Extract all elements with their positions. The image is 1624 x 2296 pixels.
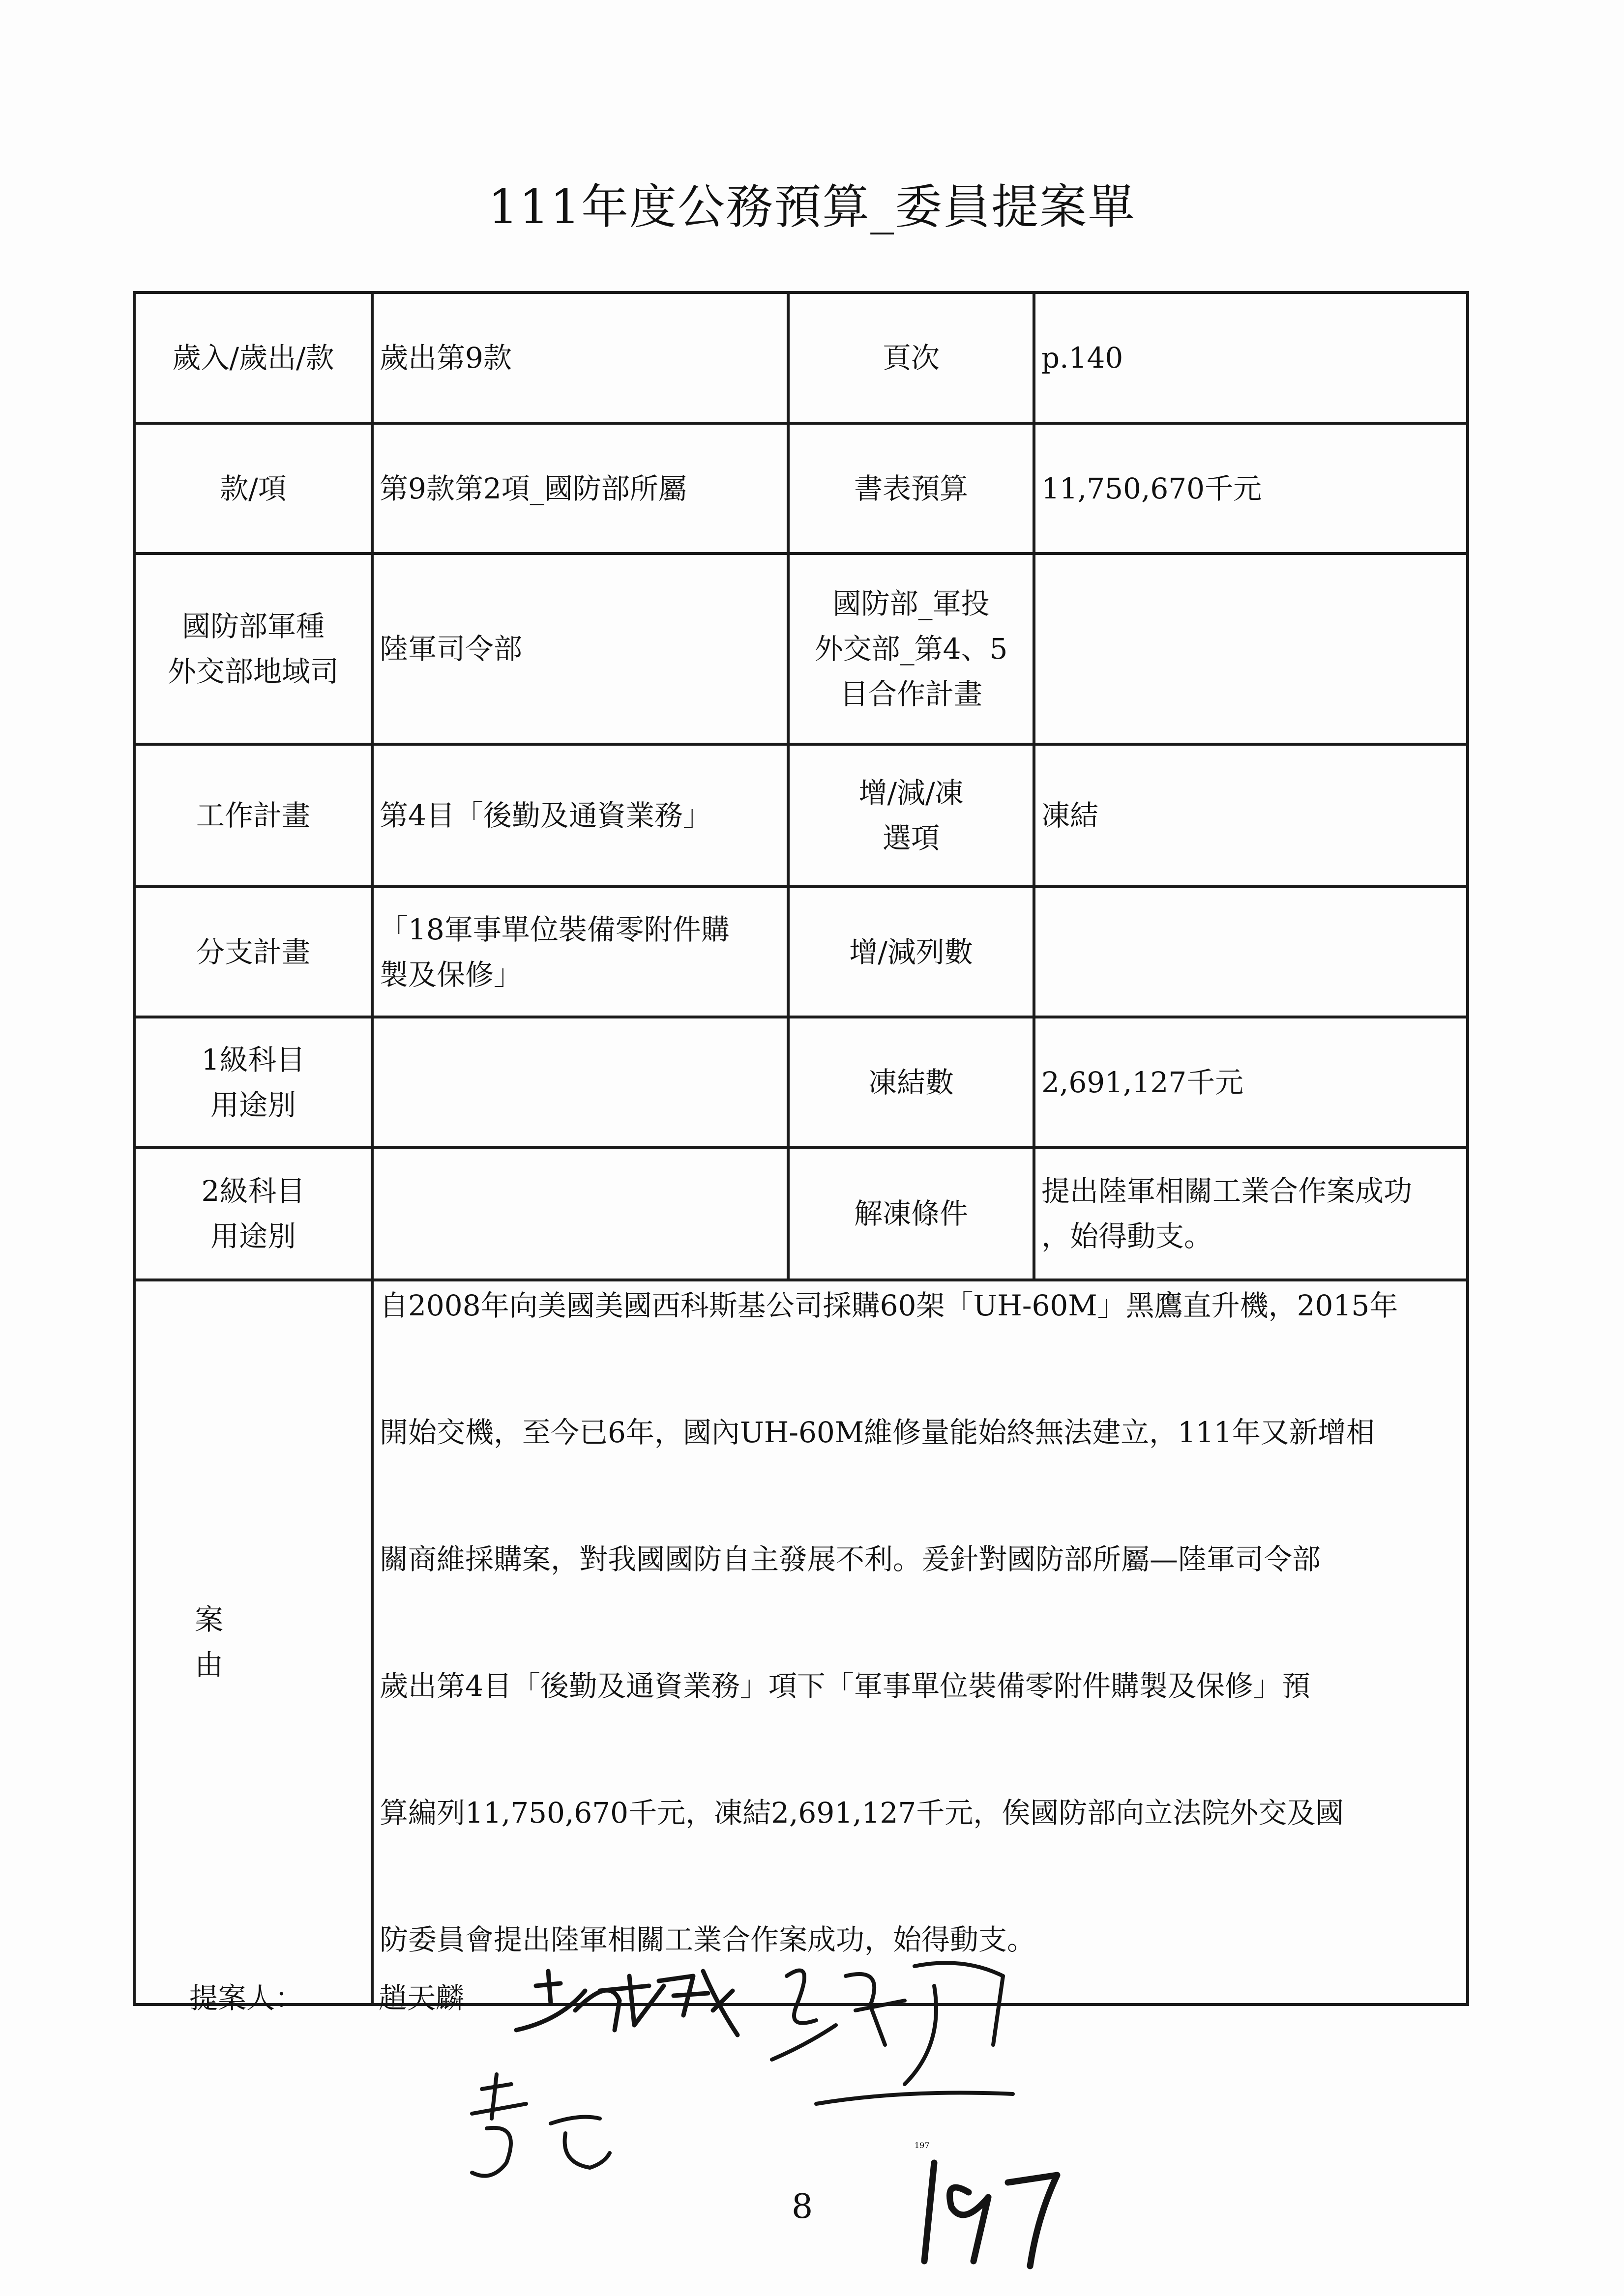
- label-line: 1級科目: [201, 1043, 305, 1076]
- value-line: 提出陸軍相關工業合作案成功: [1041, 1174, 1413, 1208]
- value-line: 「18軍事單位裝備零附件購: [380, 912, 730, 946]
- reason-line: 歲出第4目「後勤及通資業務」項下「軍事單位裝備零附件購製及保修」預: [380, 1669, 1310, 1703]
- reason-line: 防委員會提出陸軍相關工業合作案成功，始得動支。: [380, 1923, 1036, 1956]
- table-row: [134, 887, 1468, 1017]
- label-line: 增/減/凍: [858, 776, 964, 810]
- label-line: 用途別: [210, 1088, 296, 1122]
- row-value: 陸軍司令部: [372, 553, 788, 744]
- table-row: [134, 292, 1468, 423]
- row-value: 歲出第9款: [372, 292, 788, 423]
- document-title: 111年度公務預算_委員提案單: [488, 179, 1136, 234]
- row-value-2: 2,691,127千元: [1034, 1017, 1468, 1147]
- table-row: [134, 423, 1468, 553]
- signature-3: [757, 1947, 1033, 2133]
- reason-label: 案由: [134, 1280, 372, 2005]
- row-label-2: [788, 553, 1034, 744]
- table-row: [134, 744, 1468, 887]
- row-label-2: 書表預算: [788, 423, 1034, 553]
- row-label: [134, 1017, 372, 1147]
- row-value-2: [1034, 887, 1468, 1017]
- reason-line: 關商維採購案，對我國國防自主發展不利。爰針對國防部所屬—陸軍司令部: [380, 1542, 1321, 1576]
- page-number: 8: [792, 2187, 813, 2226]
- row-value: 第9款第2項_國防部所屬: [372, 423, 788, 553]
- row-value-2: [1034, 1147, 1468, 1280]
- reason-line: 自2008年向美國美國西科斯基公司採購60架「UH-60M」黑鷹直升機，2015年: [380, 1289, 1398, 1322]
- reason-line: 開始交機，至今已6年，國內UH-60M維修量能始終無法建立，111年又新增相: [380, 1416, 1375, 1449]
- svg-text:197: 197: [915, 2141, 930, 2150]
- row-label: [134, 553, 372, 744]
- row-label: 分支計畫: [134, 887, 372, 1017]
- table-row: [134, 1017, 1468, 1147]
- row-value-2: 凍結: [1034, 744, 1468, 887]
- row-label-2: [788, 744, 1034, 887]
- value-line: 製及保修」: [380, 958, 523, 991]
- label-line: 外交部_第4、5: [814, 632, 1008, 666]
- label-line: 國防部軍種: [181, 610, 325, 643]
- reason-row: [134, 1280, 1468, 2005]
- signature-1: [502, 1956, 757, 2069]
- row-value-2: p.140: [1034, 292, 1468, 423]
- label-line: 用途別: [210, 1220, 296, 1253]
- row-value-2: 11,750,670千元: [1034, 423, 1468, 553]
- row-value: [372, 1017, 788, 1147]
- row-label-2: 解凍條件: [788, 1147, 1034, 1280]
- value-line: ，始得動支。: [1041, 1220, 1213, 1253]
- proposer-label: 提案人：: [189, 1981, 304, 2015]
- row-label-2: 凍結數: [788, 1017, 1034, 1147]
- row-value: 第4目「後勤及通資業務」: [372, 744, 788, 887]
- reason-text: [372, 1280, 1468, 2005]
- row-value: [372, 887, 788, 1017]
- row-label: 款/項: [134, 423, 372, 553]
- row-label-2: 頁次: [788, 292, 1034, 423]
- signature-2: [452, 2064, 629, 2192]
- label-line: 2級科目: [201, 1174, 305, 1208]
- row-label: 歲入/歲出/款: [134, 292, 372, 423]
- row-label: [134, 1147, 372, 1280]
- label-line: 目合作計畫: [839, 677, 982, 711]
- reason-line: 算編列11,750,670千元，凍結2,691,127千元，俟國防部向立法院外交及國: [380, 1796, 1344, 1830]
- handwritten-number: [915, 2141, 1077, 2276]
- proposal-form-table: [133, 291, 1469, 2006]
- table-row: [134, 1147, 1468, 1280]
- table-row: [134, 553, 1468, 744]
- row-label-2: 增/減列數: [788, 887, 1034, 1017]
- label-line: 國防部_軍投: [832, 587, 990, 620]
- label-line: 外交部地域司: [167, 655, 339, 688]
- row-label: 工作計畫: [134, 744, 372, 887]
- proposer-name: 趙天麟: [379, 1981, 465, 2015]
- row-value: [372, 1147, 788, 1280]
- row-value-2: [1034, 553, 1468, 744]
- label-line: 選項: [882, 821, 940, 855]
